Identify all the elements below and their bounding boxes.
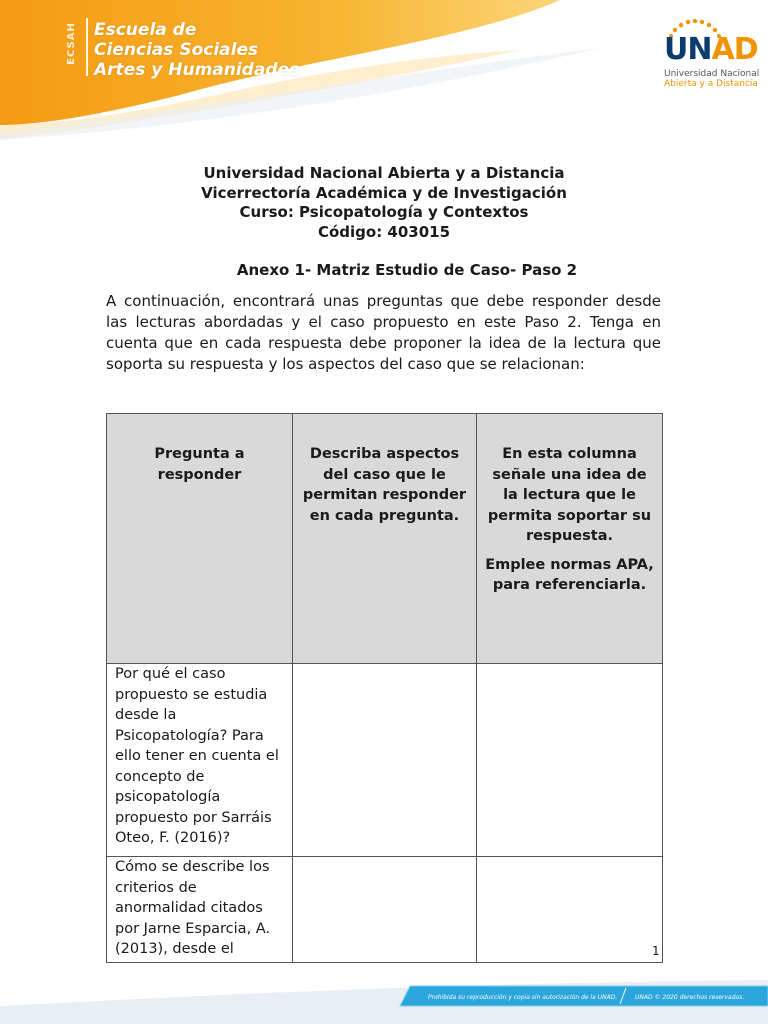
logo-letter-u: U (664, 32, 688, 67)
table-header-row (107, 414, 663, 664)
header-question (107, 414, 293, 664)
title-vicerrectoria: Vicerrectoría Académica y de Investigación (201, 183, 567, 202)
title-university: Universidad Nacional Abierta y a Distancia (203, 164, 565, 182)
header-reading-idea-text: En esta columna señale una idea de la lectura que le permita soportar su respuesta. (487, 446, 652, 544)
school-vertical-mark (64, 18, 88, 76)
title-course: Curso: Psicopatología y Contextos (239, 203, 529, 221)
school-mark-text: ECSAH (65, 22, 77, 65)
title-code: Código: 403015 (317, 222, 451, 241)
page-number: 1 (652, 944, 660, 958)
school-name-line: Artes y Humanidades (94, 60, 300, 80)
document-titles (0, 164, 768, 242)
logo-subtitle-line1: Universidad Nacional (664, 69, 760, 79)
intro-paragraph: A continuación, encontrará unas preguntas que debe responder desde las lecturas abordadas y el caso propuesto en este Paso 2. Tenga en cuenta que en cada respuesta debe proponer la idea de la lectura que soporta su respuesta y los aspectos del caso que se relacionan: (106, 292, 661, 373)
table-row (107, 857, 663, 963)
aspects-cell[interactable] (293, 664, 477, 857)
question-cell: Cómo se describe los criterios de anormalidad citados por Jarne Esparcia, A. (2013), desde el (107, 857, 293, 963)
reading-idea-cell[interactable] (477, 664, 663, 857)
header-reading-idea (477, 414, 663, 664)
header-question-text: Pregunta a responder (154, 446, 245, 483)
logo-letters-ad: AD (711, 32, 758, 67)
unad-logo-word (664, 32, 758, 67)
header-aspects (293, 414, 477, 664)
reading-idea-cell[interactable] (477, 857, 663, 963)
footer-copyright-notice: Prohibida su reproducción y copia sin autorización de la UNAD. (428, 994, 618, 1001)
annex-title: Anexo 1- Matriz Estudio de Caso- Paso 2 (236, 261, 578, 279)
table-row (107, 664, 663, 857)
school-name-line: Escuela de (94, 20, 197, 40)
unad-logo-subtitle (664, 69, 759, 89)
header-apa-note: Emplee normas APA, para referenciarla. (485, 556, 654, 593)
school-name (94, 20, 299, 80)
logo-letter-n: N (687, 32, 712, 67)
aspects-cell[interactable] (293, 857, 477, 963)
logo-subtitle-line2: Abierta y a Distancia (664, 79, 758, 89)
header-aspects-text: Describa aspectos del caso que le permitan responder en cada pregunta. (302, 446, 467, 524)
footer-rights: UNAD © 2020 derechos reservados. (635, 994, 745, 1001)
case-study-matrix (106, 413, 663, 963)
question-cell: Por qué el caso propuesto se estudia desde la Psicopatología? Para ello tener en cuenta el concepto de psicopatología propuesto por Sarráis Oteo, F. (2016)? (107, 664, 293, 857)
school-name-line: Ciencias Sociales (94, 40, 259, 60)
